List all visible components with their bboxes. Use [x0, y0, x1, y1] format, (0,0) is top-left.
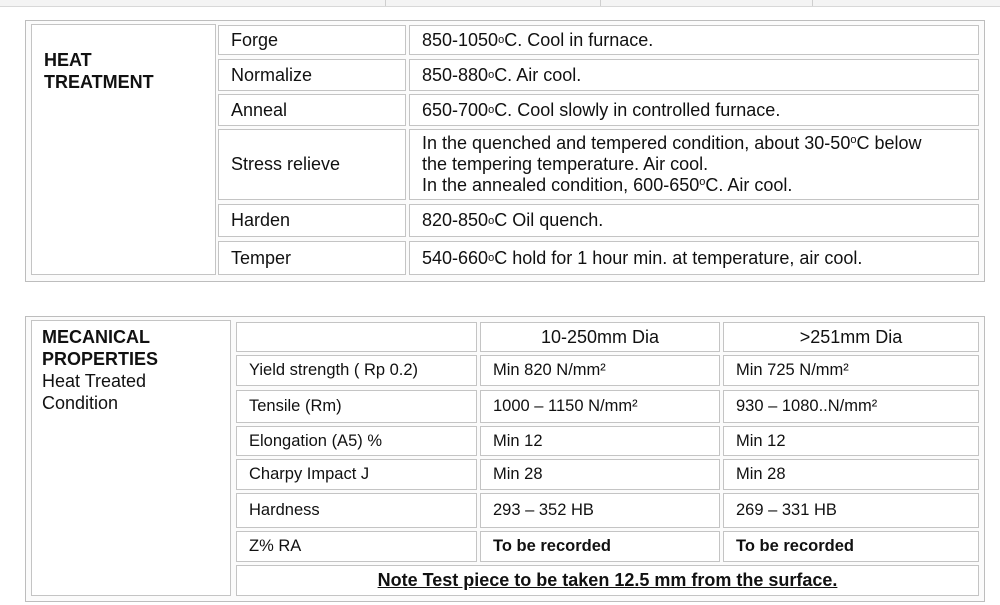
prop-hardness: Hardness [236, 493, 477, 528]
prop-tensile-v2: 930 – 1080..N/mm² [723, 390, 979, 423]
prop-charpy-v1: Min 28 [480, 459, 720, 490]
mechanical-label-line3: Heat Treated [42, 371, 147, 391]
step-stress-relieve: Stress relieve [218, 129, 406, 200]
header-col-10-250: 10-250mm Dia [480, 322, 720, 352]
step-normalize-value: 850-880 o C. Air cool. [409, 59, 979, 91]
prop-elongation-v1: Min 12 [480, 426, 720, 456]
stress-relieve-line3: In the annealed condition, 600-650$^o$C. Air cool. [422, 175, 793, 195]
header-col-251: >251mm Dia [723, 322, 979, 352]
step-anneal-value: 650-700 o C. Cool slowly in controlled furnace. [409, 94, 979, 126]
step-harden: Harden [218, 204, 406, 237]
step-stress-relieve-value [409, 129, 979, 200]
prop-elongation-v2: Min 12 [723, 426, 979, 456]
prop-yield-v2: Min 725 N/mm² [723, 355, 979, 386]
step-forge: Forge [218, 25, 406, 55]
prop-elongation: Elongation (A5) % [236, 426, 477, 456]
mechanical-properties-table [25, 316, 985, 602]
mechanical-section-label [31, 320, 231, 596]
step-temper-value: 540-660 o C hold for 1 hour min. at temperature, air cool. [409, 241, 979, 275]
mechanical-label-line2: PROPERTIES [42, 349, 159, 369]
mechanical-label-line4: Condition [42, 393, 119, 413]
header-blank-cell [236, 322, 477, 352]
heat-treatment-label-line2: TREATMENT [44, 72, 154, 92]
prop-hardness-v2: 269 – 331 HB [723, 493, 979, 528]
stress-relieve-line2: the tempering temperature. Air cool. [422, 154, 709, 174]
test-piece-note: Note Test piece to be taken 12.5 mm from the surface. [236, 565, 979, 596]
mechanical-label-line1: MECANICAL [42, 327, 150, 347]
step-normalize: Normalize [218, 59, 406, 91]
prop-yield-v1: Min 820 N/mm² [480, 355, 720, 386]
prop-reduction-area-v1: To be recorded [480, 531, 720, 562]
step-harden-value: 820-850 o C Oil quench. [409, 204, 979, 237]
heat-treatment-section-label [31, 24, 216, 275]
step-temper: Temper [218, 241, 406, 275]
heat-treatment-label-line1: HEAT [44, 50, 92, 70]
prop-hardness-v1: 293 – 352 HB [480, 493, 720, 528]
step-anneal: Anneal [218, 94, 406, 126]
prop-yield: Yield strength ( Rp 0.2) [236, 355, 477, 386]
prop-charpy: Charpy Impact J [236, 459, 477, 490]
browser-toolbar-strip [0, 0, 1000, 7]
stress-relieve-line1: In the quenched and tempered condition, about 30-50$^o$C below [422, 133, 922, 153]
prop-reduction-area: Z% RA [236, 531, 477, 562]
prop-charpy-v2: Min 28 [723, 459, 979, 490]
prop-tensile-v1: 1000 – 1150 N/mm² [480, 390, 720, 423]
heat-treatment-table [25, 20, 985, 282]
prop-reduction-area-v2: To be recorded [723, 531, 979, 562]
step-forge-value: 850-1050 o C. Cool in furnace. [409, 25, 979, 55]
prop-tensile: Tensile (Rm) [236, 390, 477, 423]
